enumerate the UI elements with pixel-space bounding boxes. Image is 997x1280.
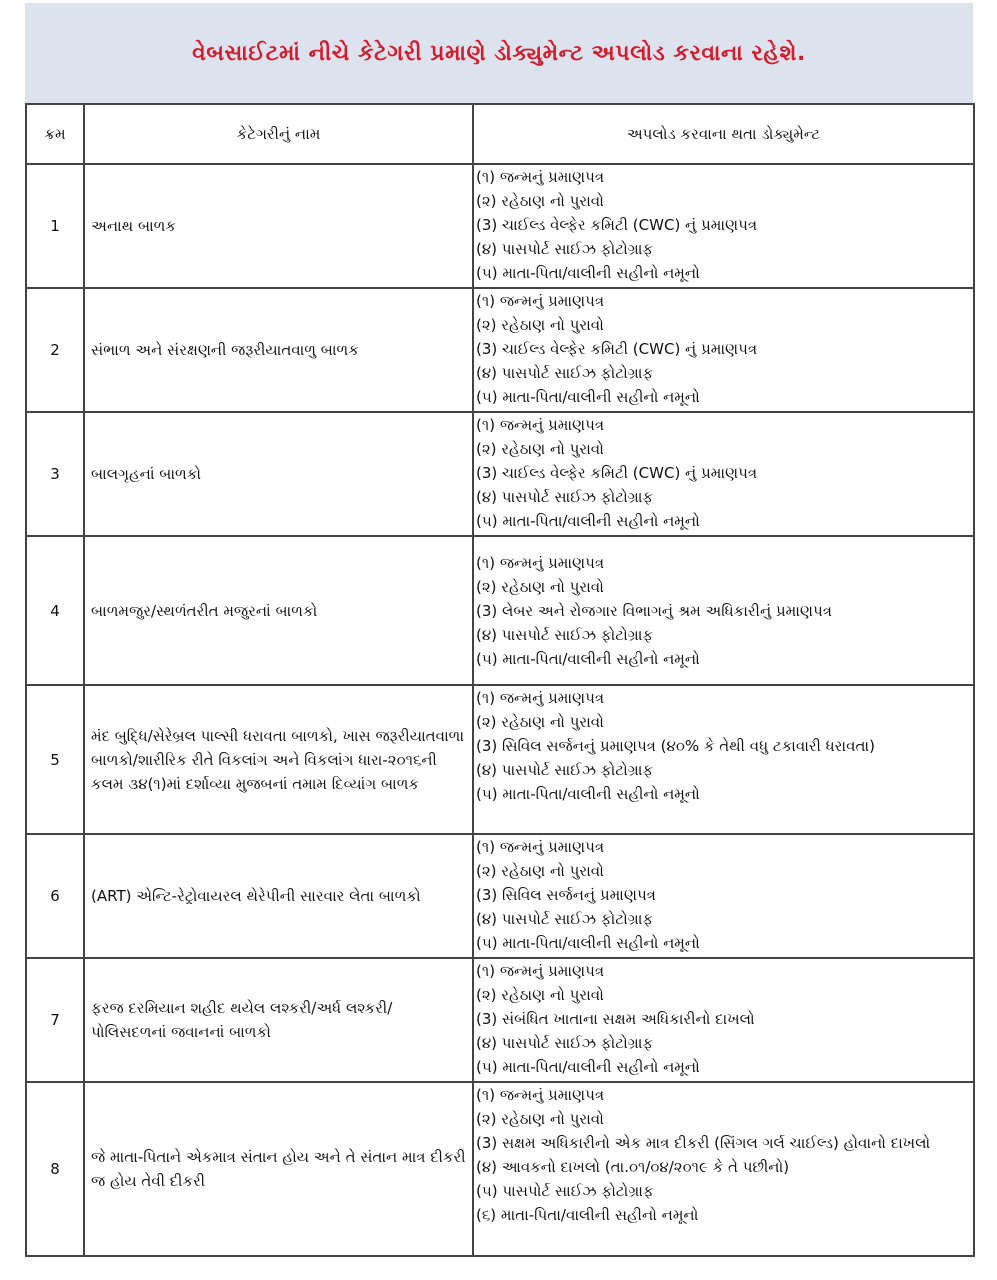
document-item: (૧) જન્મનું પ્રમાણપત્ર: [476, 838, 605, 856]
row-number: 7: [26, 958, 84, 1082]
page-title: વેબસાઈટમાં નીચે કેટેગરી પ્રમાણે ડોક્યુમેન્ટ અપલોડ કરવાના રહેશે.: [192, 40, 806, 66]
row-documents: [473, 834, 974, 958]
document-item: (૪) પાસપોર્ટ સાઈઝ ફોટોગ્રાફ: [476, 761, 654, 779]
document-item: (૨) રહેઠાણ નો પુરાવો: [476, 440, 604, 458]
document-item: (3) સક્ષમ અધિકારીનો એક માત્ર દીકરી (સિંગલ ગર્લ ચાઈલ્ડ) હોવાનો દાખલો: [476, 1134, 931, 1152]
document-item: (૫) માતા-પિતા/વાલીની સહીનો નમૂનો: [476, 512, 700, 530]
document-item: (૧) જન્મનું પ્રમાણપત્ર: [476, 1086, 605, 1104]
document-item: (૫) માતા-પિતા/વાલીની સહીનો નમૂનો: [476, 1058, 700, 1076]
table-body: [26, 164, 974, 1256]
document-item: (૧) જન્મનું પ્રમાણપત્ર: [476, 962, 605, 980]
document-item: (૨) રહેઠાણ નો પુરાવો: [476, 192, 604, 210]
header-documents: અપલોડ કરવાના થતા ડોક્યુમેન્ટ: [473, 104, 974, 164]
document-item: (૨) રહેઠાણ નો પુરાવો: [476, 577, 604, 596]
header-category: કેટેગરીનું નામ: [84, 104, 473, 164]
row-number: 5: [26, 685, 84, 834]
row-documents: [473, 164, 974, 288]
row-number: 1: [26, 164, 84, 288]
table-row: [26, 412, 974, 536]
document-item: (3) ચાઈલ્ડ વેલ્ફેર કમિટી (CWC) નું પ્રમાણપત્ર: [476, 216, 758, 234]
document-item: (૨) રહેઠાણ નો પુરાવો: [476, 862, 604, 880]
row-category: (ART) એન્ટિ-રેટ્રોવાયરલ થેરેપીની સારવાર લેતા બાળકો: [84, 834, 473, 958]
document-item: (૨) રહેઠાણ નો પુરાવો: [476, 316, 604, 334]
table-header-row: [26, 104, 974, 164]
document-item: (૬) માતા-પિતા/વાલીની સહીનો નમૂનો: [476, 1206, 699, 1224]
document-item: (૪) પાસપોર્ટ સાઈઝ ફોટોગ્રાફ: [476, 910, 654, 928]
row-number: 2: [26, 288, 84, 412]
row-category: મંદ બુદ્ધિ/સેરેબ્રલ પાલ્સી ધરાવતા બાળકો, ખાસ જરૂરીયાતવાળા બાળકો/શારીરિક રીતે વિકલાંગ અને વિકલાંગ ધારા-૨૦૧૬ની કલમ ૩૪(૧)માં દર્શાવ્યા મુજબનાં તમામ દિવ્યાંગ બાળક: [84, 685, 473, 834]
document-item: (૪) પાસપોર્ટ સાઈઝ ફોટોગ્રાફ: [476, 1034, 654, 1052]
row-documents: [473, 958, 974, 1082]
table-row: [26, 958, 974, 1082]
row-documents: [473, 685, 974, 834]
document-item: (3) સિવિલ સર્જનનું પ્રમાણપત્ર (૪૦% કે તેથી વધુ ટકાવારી ધરાવતા): [476, 737, 875, 755]
table-row: [26, 164, 974, 288]
document-item: (૪) પાસપોર્ટ સાઈઝ ફોટોગ્રાફ: [476, 240, 654, 258]
document-item: (૪) પાસપોર્ટ સાઈઝ ફોટોગ્રાફ: [476, 488, 654, 506]
document-item: (૫) માતા-પિતા/વાલીની સહીનો નમૂનો: [476, 934, 700, 952]
row-documents: [473, 288, 974, 412]
table-row: [26, 536, 974, 685]
document-item: (૨) રહેઠાણ નો પુરાવો: [476, 713, 604, 731]
document-item: (૨) રહેઠાણ નો પુરાવો: [476, 986, 604, 1004]
row-documents: [473, 1082, 974, 1256]
document-item: (૧) જન્મનું પ્રમાણપત્ર: [476, 416, 605, 434]
document-item: (૨) રહેઠાણ નો પુરાવો: [476, 1110, 604, 1128]
document-item: (૫) માતા-પિતા/વાલીની સહીનો નમૂનો: [476, 649, 700, 668]
document-item: (૫) માતા-પિતા/વાલીની સહીનો નમૂનો: [476, 388, 700, 406]
row-category: બાળમજુર/સ્થળંતરીત મજુરનાં બાળકો: [84, 536, 473, 685]
row-category: સંભાળ અને સંરક્ષણની જરૂરીયાતવાળુ બાળક: [84, 288, 473, 412]
row-documents: [473, 536, 974, 685]
table-row: [26, 685, 974, 834]
document-item: (૪) આવકનો દાખલો (તા.૦૧/૦૪/૨૦૧૯ કે તે પછીનો): [476, 1158, 790, 1176]
row-category: જે માતા-પિતાને એકમાત્ર સંતાન હોય અને તે સંતાન માત્ર દીકરી જ હોય તેવી દીકરી: [84, 1082, 473, 1256]
row-number: 3: [26, 412, 84, 536]
document-item: (૧) જન્મનું પ્રમાણપત્ર: [476, 292, 605, 310]
documents-table: [25, 103, 975, 1257]
document-item: (૪) પાસપોર્ટ સાઈઝ ફોટોગ્રાફ: [476, 364, 654, 382]
document-item: (3) ચાઈલ્ડ વેલ્ફેર કમિટી (CWC) નું પ્રમાણપત્ર: [476, 464, 758, 482]
title-banner: [25, 3, 973, 103]
row-documents: [473, 412, 974, 536]
document-item: (૧) જન્મનું પ્રમાણપત્ર: [476, 168, 605, 186]
table-row: [26, 288, 974, 412]
row-number: 4: [26, 536, 84, 685]
row-category: ફરજ દરમિયાન શહીદ થયેલ લશ્કરી/અર્ધ લશ્કરી/પોલિસદળનાં જવાનનાં બાળકો: [84, 958, 473, 1082]
row-number: 6: [26, 834, 84, 958]
document-item: (૧) જન્મનું પ્રમાણપત્ર: [476, 553, 605, 572]
document-item: (૪) પાસપોર્ટ સાઈઝ ફોટોગ્રાફ: [476, 625, 654, 644]
header-num: ક્રમ: [26, 104, 84, 164]
table-row: [26, 834, 974, 958]
table-row: [26, 1082, 974, 1256]
document-item: (૫) પાસપોર્ટ સાઈઝ ફોટોગ્રાફ: [476, 1182, 654, 1200]
document-item: (૫) માતા-પિતા/વાલીની સહીનો નમૂનો: [476, 785, 700, 803]
document-item: (3) સંબંધિત ખાતાના સક્ષમ અધિકારીનો દાખલો: [476, 1010, 755, 1028]
row-category: અનાથ બાળક: [84, 164, 473, 288]
document-item: (૫) માતા-પિતા/વાલીની સહીનો નમૂનો: [476, 264, 700, 282]
document-item: (૧) જન્મનું પ્રમાણપત્ર: [476, 689, 605, 707]
document-item: (3) લેબર અને રોજગાર વિભાગનું શ્રમ અધિકારીનું પ્રમાણપત્ર: [476, 601, 832, 620]
document-item: (3) ચાઈલ્ડ વેલ્ફેર કમિટી (CWC) નું પ્રમાણપત્ર: [476, 340, 758, 358]
row-category: બાલગૃહનાં બાળકો: [84, 412, 473, 536]
document-item: (3) સિવિલ સર્જનનું પ્રમાણપત્ર: [476, 886, 656, 904]
row-number: 8: [26, 1082, 84, 1256]
